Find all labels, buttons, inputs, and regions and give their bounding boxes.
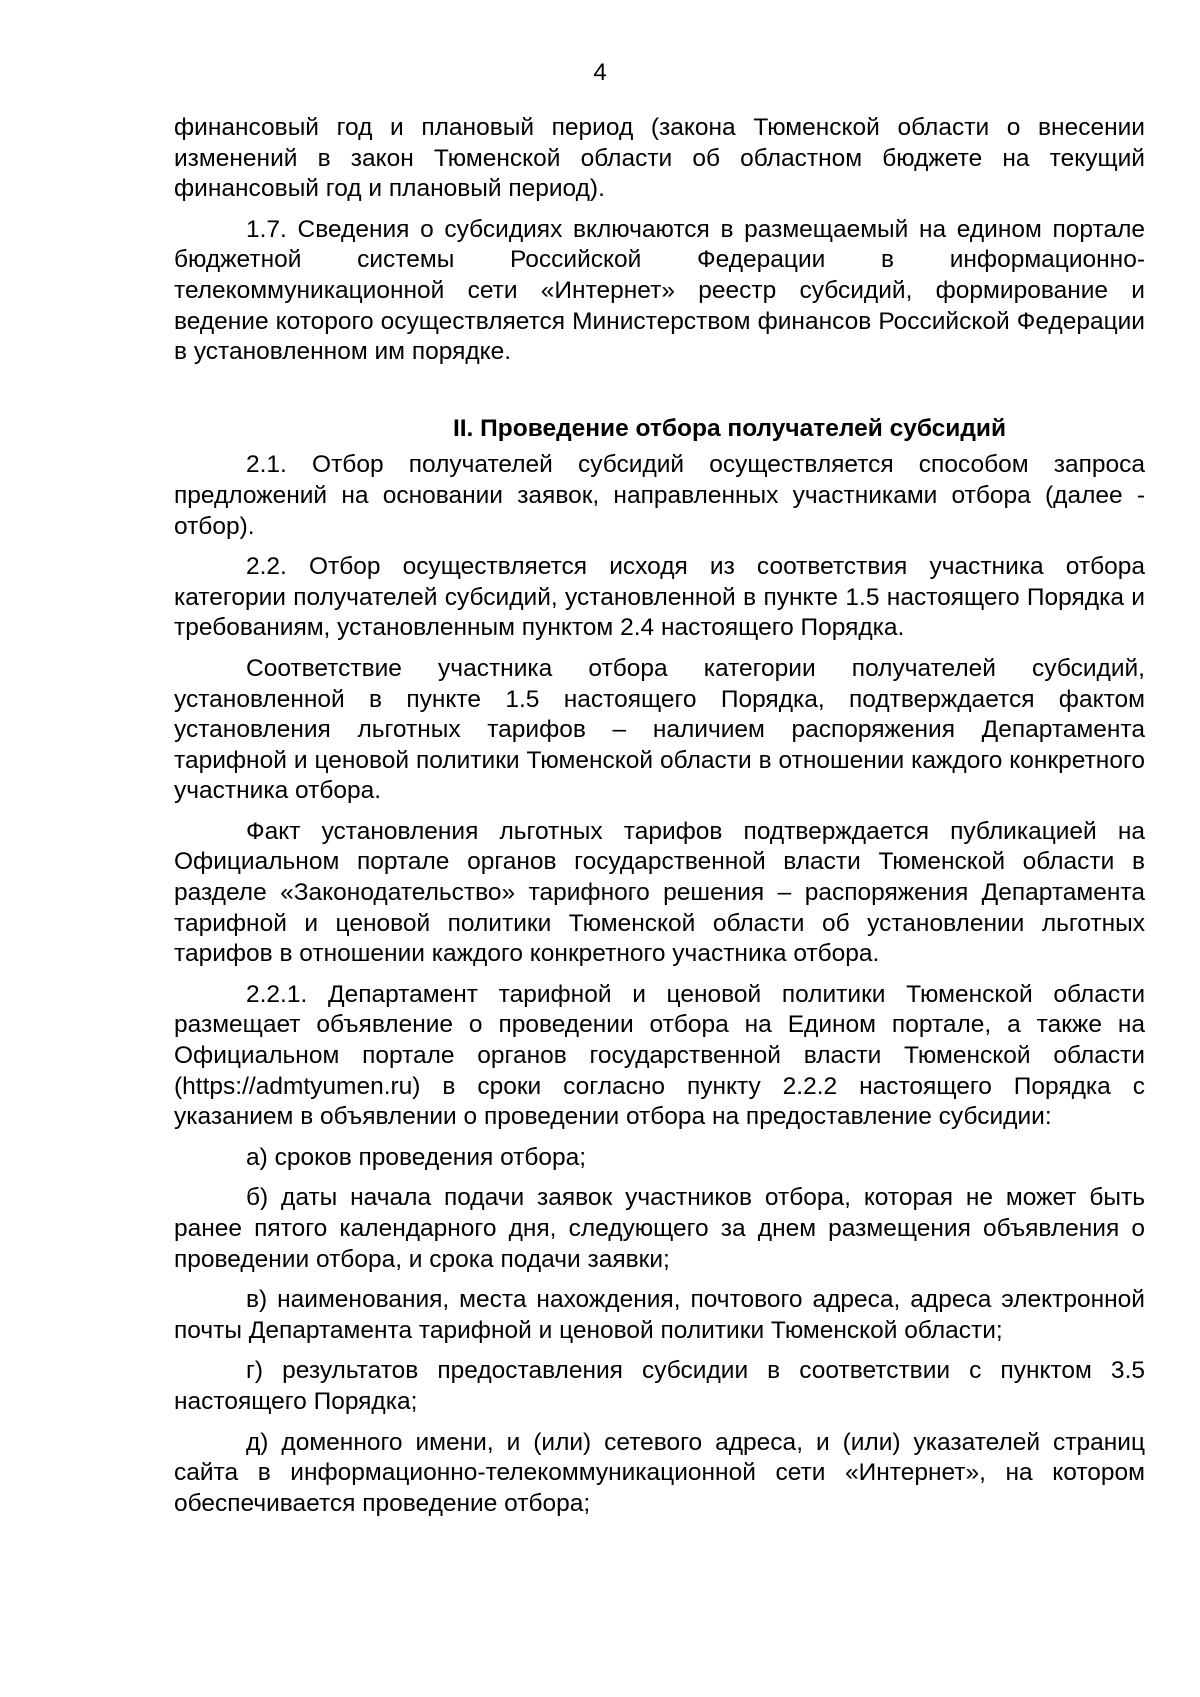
paragraph-conformity: Соответствие участника отбора категории получателей субсидий, установленной в пункте 1.5 настоящего Порядка, подтверждается фактом установления льготных тарифов – наличием распоряжения Департамента тарифной и ценовой политики Тюменской области в отношении каждого конкретного участника отбора. xyxy=(174,654,1145,805)
document-body xyxy=(174,113,1145,1529)
paragraph-2-2: 2.2. Отбор осуществляется исходя из соответствия участника отбора категории получателей субсидий, установленной в пункте 1.5 настоящего Порядка и требованиям, установленным пунктом 2.4 настоящего Порядка. xyxy=(174,553,1145,642)
paragraph-2-1: 2.1. Отбор получателей субсидий осуществляется способом запроса предложений на основании заявок, направленных участниками отбора (далее - отбор). xyxy=(174,451,1145,540)
list-item-a: а) сроков проведения отбора; xyxy=(246,1143,587,1171)
section-heading: II. Проведение отбора получателей субсидий xyxy=(452,414,1007,442)
paragraph-2-2-1: 2.2.1. Департамент тарифной и ценовой политики Тюменской области размещает объявление о проведении отбора на Едином портале, а также на Официальном портале органов государственной власти Тюменской области (https://admtyumen.ru) в сроки согласно пункту 2.2.2 настоящего Порядка с указанием в объявлении о проведении отбора на предоставление субсидии: xyxy=(174,980,1145,1131)
list-item-b: б) даты начала подачи заявок участников отбора, которая не может быть ранее пятого календарного дня, следующего за днем размещения объявления о проведении отбора, и срока подачи заявки; xyxy=(174,1184,1145,1273)
paragraph-tariff-fact: Факт установления льготных тарифов подтверждается публикацией на Официальном портале органов государственной власти Тюменской области в разделе «Законодательство» тарифного решения – распоряжения Департамента тарифной и ценовой политики Тюменской области об установлении льготных тарифов в отношении каждого конкретного участника отбора. xyxy=(174,817,1145,968)
list-item-d: д) доменного имени, и (или) сетевого адреса, и (или) указателей страниц сайта в информационно-телекоммуникационной сети «Интернет», на котором обеспечивается проведение отбора; xyxy=(174,1428,1145,1517)
paragraph-1-7: 1.7. Сведения о субсидиях включаются в размещаемый на едином портале бюджетной системы Российской Федерации в информационно-телекоммуникационной сети «Интернет» реестр субсидий, формирование и ведение которого осуществляется Министерством финансов Российской Федерации в установленном им порядке. xyxy=(174,215,1145,366)
paragraph-continuation: финансовый год и плановый период (закона Тюменской области о внесении изменений в закон Тюменской области об областном бюджете на текущий финансовый год и плановый период). xyxy=(174,114,1145,203)
list-item-v: в) наименования, места нахождения, почтового адреса, адреса электронной почты Департамента тарифной и ценовой политики Тюменской области; xyxy=(174,1286,1145,1344)
list-item-g: г) результатов предоставления субсидии в соответствии с пунктом 3.5 настоящего Порядка; xyxy=(174,1357,1145,1415)
page-number: 4 xyxy=(593,59,607,86)
